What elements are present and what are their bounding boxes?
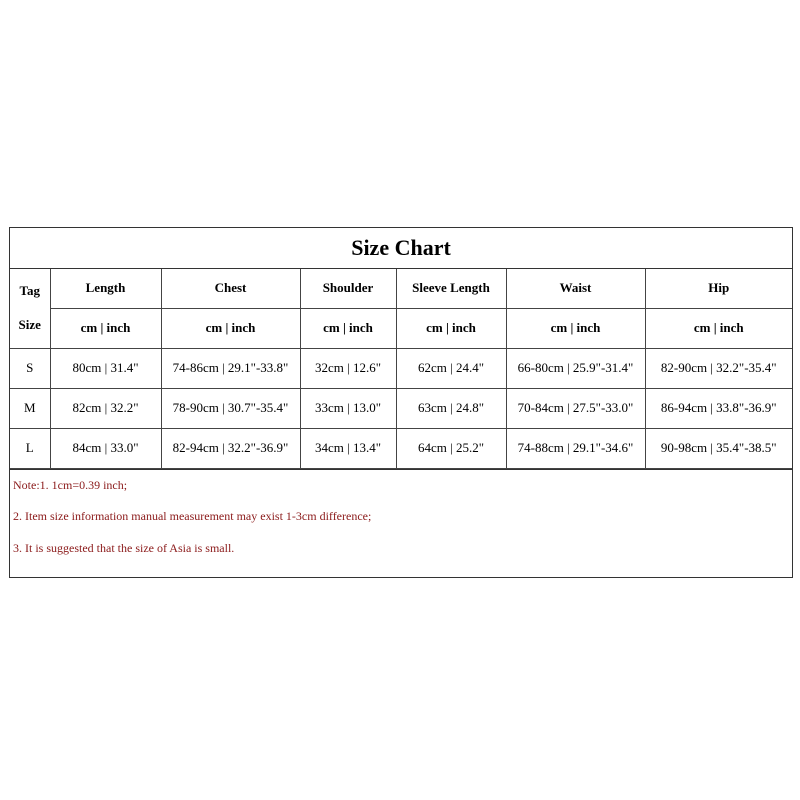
column-header-sleeve-length: Sleeve Length	[396, 269, 506, 308]
unit-label: cm | inch	[300, 308, 396, 348]
unit-label: cm | inch	[161, 308, 300, 348]
table-cell: 90-98cm | 35.4"-38.5"	[645, 428, 792, 468]
table-cell: 78-90cm | 30.7"-35.4"	[161, 388, 300, 428]
header-row	[10, 269, 792, 308]
table-row	[10, 388, 792, 428]
unit-label: cm | inch	[50, 308, 161, 348]
note-line: 2. Item size information manual measurement may exist 1-3cm difference;	[13, 508, 372, 523]
size-table	[10, 269, 792, 469]
tag-size-header	[10, 269, 50, 348]
tag-label: Tag	[19, 283, 40, 299]
column-header-chest: Chest	[161, 269, 300, 308]
table-cell: 82cm | 32.2"	[50, 388, 161, 428]
column-header-waist: Waist	[506, 269, 645, 308]
table-cell: 80cm | 31.4"	[50, 348, 161, 388]
table-cell: 82-90cm | 32.2"-35.4"	[645, 348, 792, 388]
chart-title: Size Chart	[10, 228, 792, 269]
table-cell: 62cm | 24.4"	[396, 348, 506, 388]
table-cell: 33cm | 13.0"	[300, 388, 396, 428]
table-row	[10, 428, 792, 468]
table-cell: 74-86cm | 29.1"-33.8"	[161, 348, 300, 388]
column-header-hip: Hip	[645, 269, 792, 308]
size-cell: M	[10, 388, 50, 428]
unit-label: cm | inch	[506, 308, 645, 348]
table-cell: 84cm | 33.0"	[50, 428, 161, 468]
table-cell: 66-80cm | 25.9"-31.4"	[506, 348, 645, 388]
column-header-shoulder: Shoulder	[300, 269, 396, 308]
table-row	[10, 348, 792, 388]
table-cell: 86-94cm | 33.8"-36.9"	[645, 388, 792, 428]
notes-section	[10, 469, 792, 564]
table-cell: 63cm | 24.8"	[396, 388, 506, 428]
table-cell: 34cm | 13.4"	[300, 428, 396, 468]
unit-label: cm | inch	[396, 308, 506, 348]
note-line: Note:1. 1cm=0.39 inch;	[13, 477, 128, 492]
table-cell: 70-84cm | 27.5"-33.0"	[506, 388, 645, 428]
unit-row	[10, 308, 792, 348]
note-line: 3. It is suggested that the size of Asia is small.	[13, 540, 235, 555]
table-cell: 82-94cm | 32.2"-36.9"	[161, 428, 300, 468]
table-cell: 64cm | 25.2"	[396, 428, 506, 468]
table-cell: 74-88cm | 29.1"-34.6"	[506, 428, 645, 468]
size-cell: L	[10, 428, 50, 468]
column-header-length: Length	[50, 269, 161, 308]
unit-label: cm | inch	[645, 308, 792, 348]
size-chart	[9, 227, 793, 578]
size-label: Size	[18, 317, 41, 333]
size-cell: S	[10, 348, 50, 388]
table-cell: 32cm | 12.6"	[300, 348, 396, 388]
